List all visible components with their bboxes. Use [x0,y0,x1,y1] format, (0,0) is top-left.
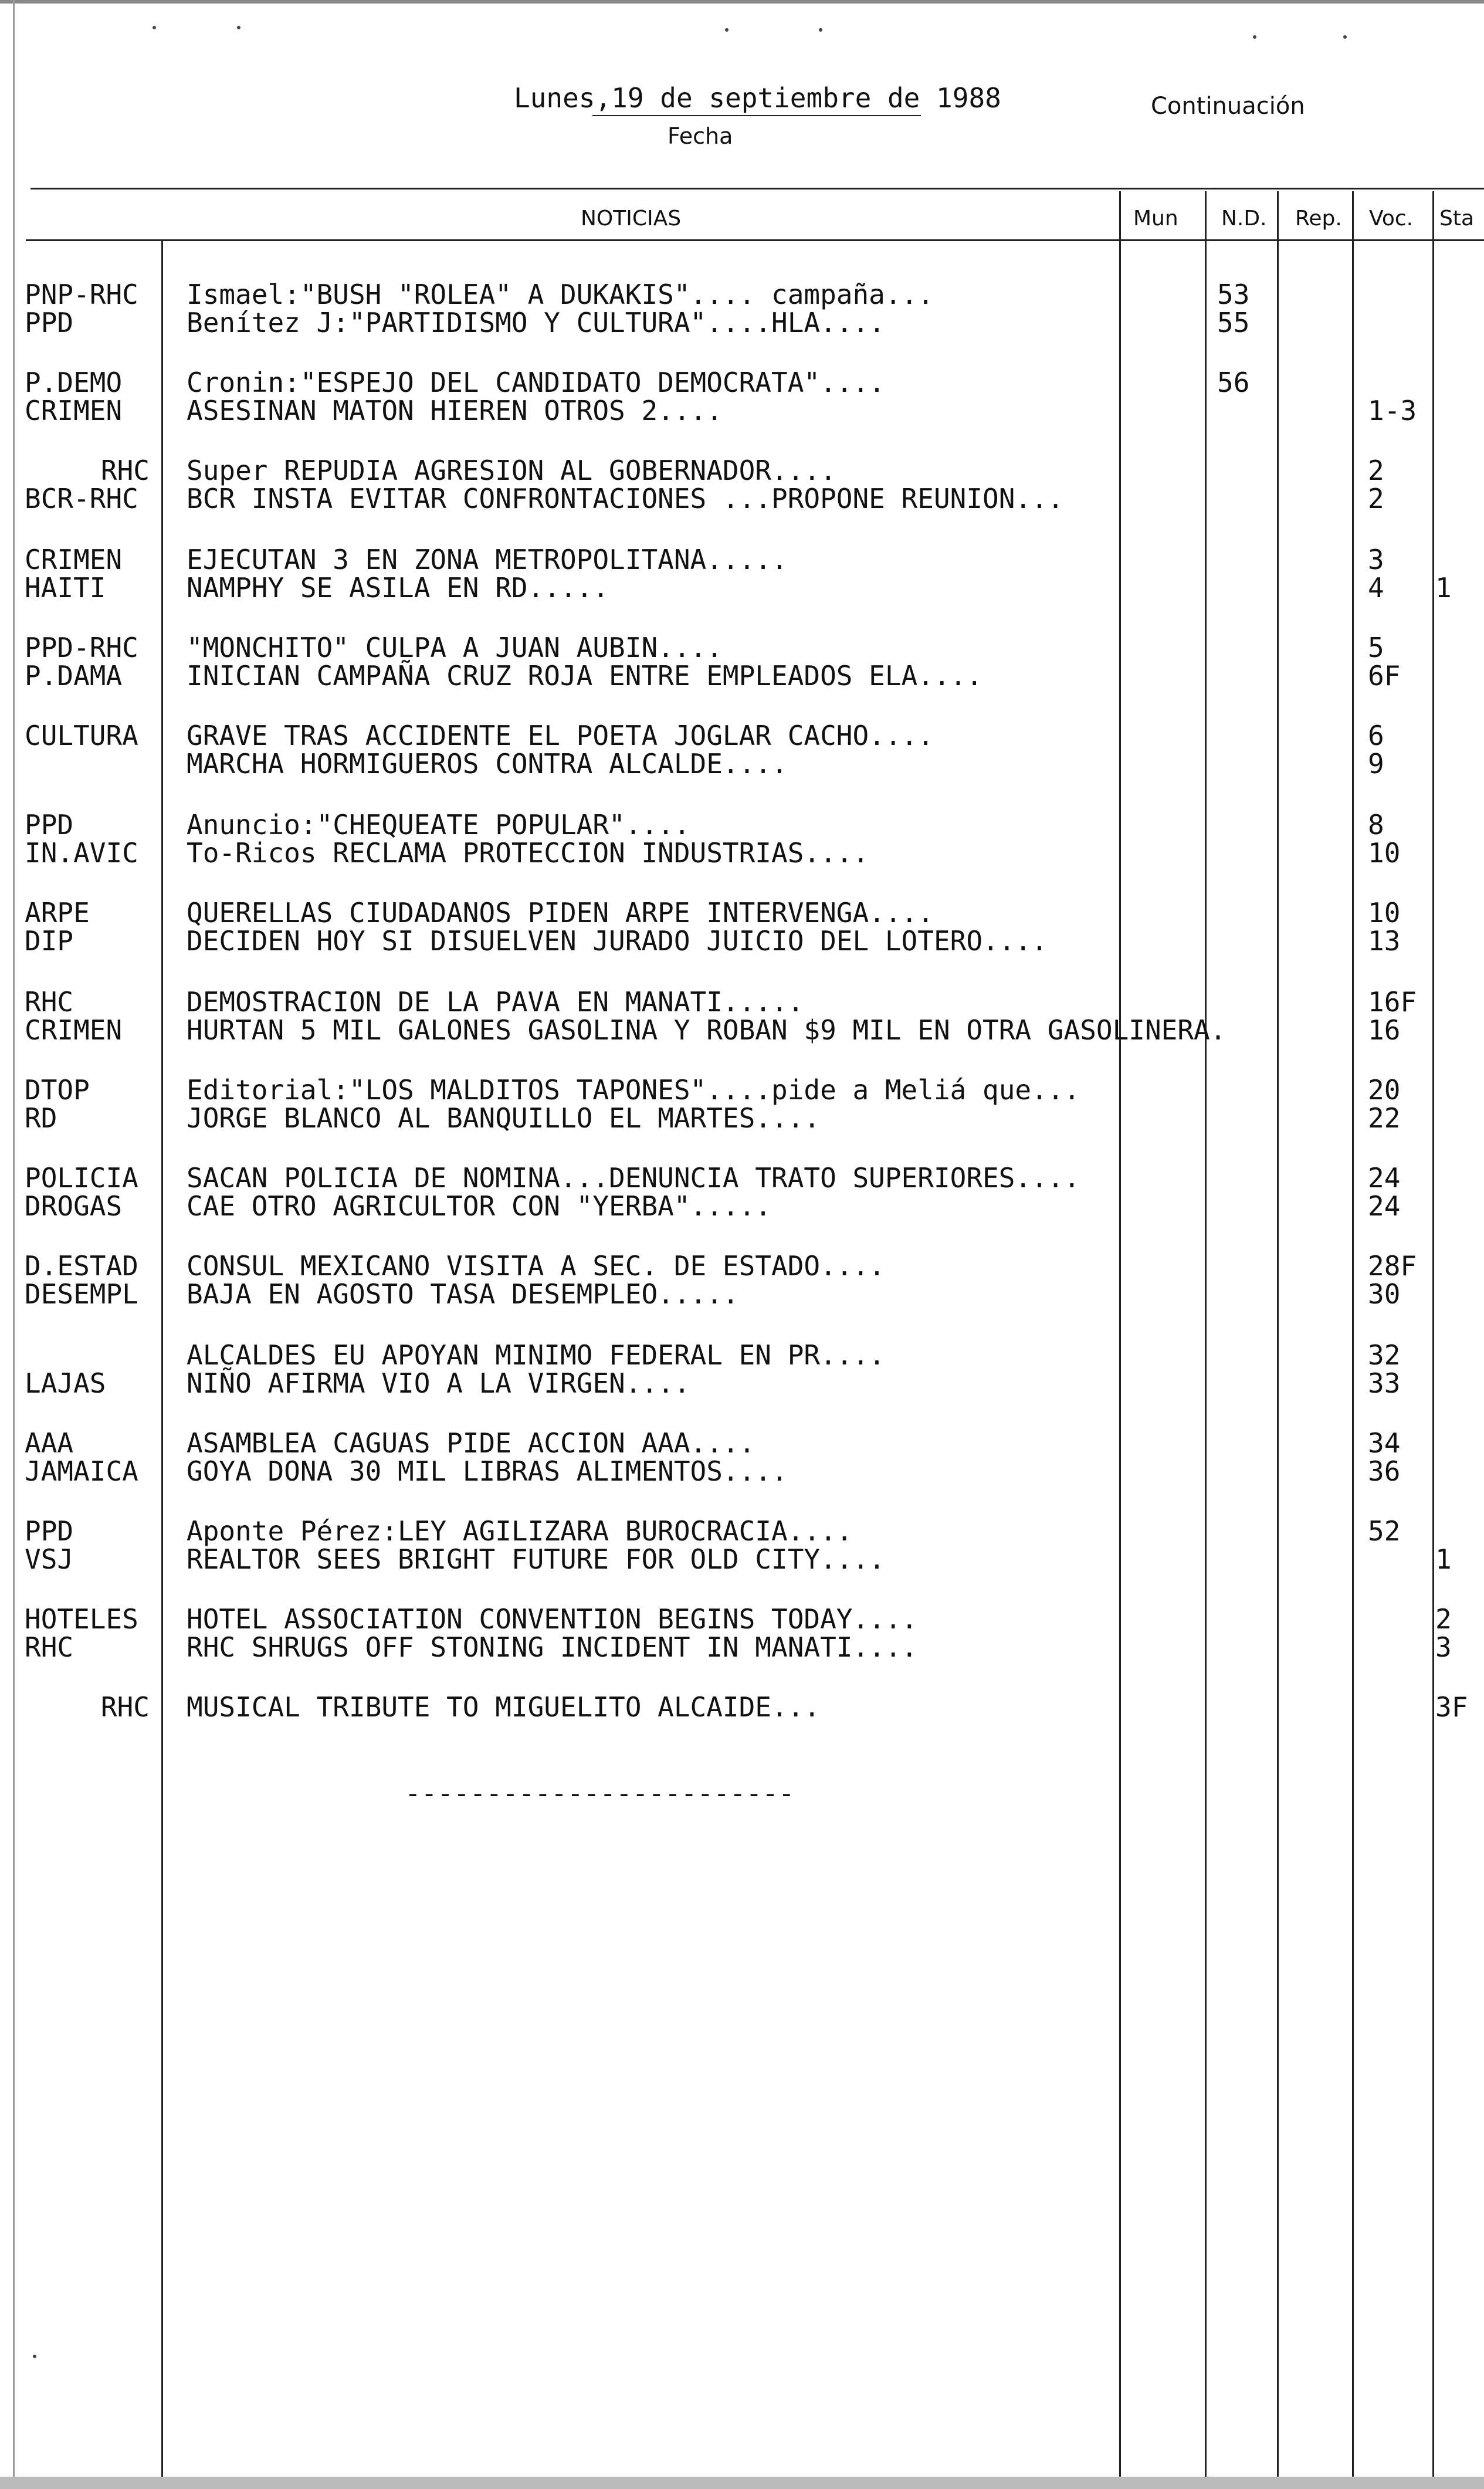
section-label: PPD [25,809,74,841]
voc-page: 8 [1368,809,1384,841]
table-row [0,811,1484,839]
section-label: PPD [25,307,74,338]
sta-page: 2 [1435,1603,1452,1635]
section-label: CRIMEN [25,544,123,575]
table-header-rule [26,239,1484,241]
voc-page: 10 [1368,837,1401,869]
section-label: DTOP [25,1074,90,1106]
section-label: DROGAS [25,1190,123,1222]
column-divider-voc [1352,191,1354,2489]
news-headline: Editorial:"LOS MALDITOS TAPONES"....pide a Meliá que... [187,1074,1080,1106]
table-row [0,546,1484,574]
voc-page: 20 [1368,1074,1401,1106]
table-row [0,1429,1484,1457]
section-label: PPD-RHC [25,632,138,663]
table-top-rule [31,188,1484,189]
page-date: Lunes,19 de septiembre de 1988 [514,82,1001,114]
section-label: P.DEMO [25,367,123,398]
scan-speck [33,2355,36,2358]
news-headline: Super REPUDIA AGRESION AL GOBERNADOR.... [187,455,836,486]
voc-page: 16 [1368,1014,1401,1046]
column-header-nd: N.D. [1221,206,1267,231]
section-label: RHC [25,1631,74,1663]
section-label: BCR-RHC [25,483,138,514]
news-headline: RHC SHRUGS OFF STONING INCIDENT IN MANATI.... [187,1631,918,1663]
section-label: ARPE [25,897,90,929]
news-headline: REALTOR SEES BRIGHT FUTURE FOR OLD CITY.... [187,1543,885,1575]
nd-page: 53 [1217,279,1250,310]
voc-page: 32 [1368,1339,1401,1371]
scan-left-edge [13,0,15,2489]
news-headline: ASAMBLEA CAGUAS PIDE ACCION AAA.... [187,1427,755,1459]
column-divider-rep [1277,191,1279,2489]
scan-speck [153,26,156,29]
news-headline: INICIAN CAMPAÑA CRUZ ROJA ENTRE EMPLEADOS ELA.... [187,660,983,692]
section-label: DESEMPL [25,1278,138,1310]
table-row [0,1016,1484,1044]
section-label: RD [25,1102,57,1134]
table-row [0,1192,1484,1220]
voc-page: 5 [1368,632,1384,663]
news-headline: DECIDEN HOY SI DISUELVEN JURADO JUICIO DEL LOTERO.... [187,925,1048,957]
column-header-noticias: NOTICIAS [581,206,682,231]
news-headline: NIÑO AFIRMA VIO A LA VIRGEN.... [187,1367,690,1399]
voc-page: 1-3 [1368,395,1417,426]
section-label: AAA [25,1427,74,1459]
news-headline: EJECUTAN 3 EN ZONA METROPOLITANA..... [187,544,788,575]
table-row [0,485,1484,513]
continuation-label: Continuación [1151,93,1305,120]
table-row [0,574,1484,602]
section-label: P.DAMA [25,660,123,692]
section-label: IN.AVIC [25,837,138,869]
column-header-rep: Rep. [1295,206,1342,231]
news-headline: BAJA EN AGOSTO TASA DESEMPLEO..... [187,1278,739,1310]
scan-bottom-edge [0,2477,1484,2489]
voc-page: 24 [1368,1162,1401,1194]
voc-page: 22 [1368,1102,1401,1134]
table-row [0,1633,1484,1661]
column-header-sta: Sta [1439,206,1475,231]
table-row [0,722,1484,750]
table-row [0,1076,1484,1104]
news-headline: GRAVE TRAS ACCIDENTE EL POETA JOGLAR CACHO.... [187,720,934,751]
news-headline: MARCHA HORMIGUEROS CONTRA ALCALDE.... [187,748,788,780]
table-row [0,839,1484,867]
section-label: HAITI [25,572,106,604]
news-headline: MUSICAL TRIBUTE TO MIGUELITO ALCAIDE... [187,1691,821,1723]
nd-page: 55 [1217,307,1250,338]
table-row [0,309,1484,337]
news-headline: To-Ricos RECLAMA PROTECCION INDUSTRIAS.... [187,837,869,869]
table-row [0,899,1484,927]
news-headline: ALCALDES EU APOYAN MINIMO FEDERAL EN PR.... [187,1339,885,1371]
voc-page: 28F [1368,1250,1417,1282]
news-headline: CAE OTRO AGRICULTOR CON "YERBA"..... [187,1190,771,1222]
news-headline: Ismael:"BUSH "ROLEA" A DUKAKIS".... campaña... [187,279,934,310]
table-row [0,634,1484,662]
news-headline: GOYA DONA 30 MIL LIBRAS ALIMENTOS.... [187,1455,788,1487]
table-row [0,1605,1484,1633]
news-headline: SACAN POLICIA DE NOMINA...DENUNCIA TRATO SUPERIORES.... [187,1162,1080,1194]
table-row [0,1104,1484,1132]
scan-speck [819,28,822,32]
voc-page: 6 [1368,720,1384,751]
news-headline: HURTAN 5 MIL GALONES GASOLINA Y ROBAN $9 MIL EN OTRA GASOLINERA. [187,1014,1226,1046]
news-headline: CONSUL MEXICANO VISITA A SEC. DE ESTADO.... [187,1250,885,1282]
table-row [0,280,1484,309]
voc-page: 2 [1368,455,1384,486]
section-label: RHC [100,1691,150,1723]
news-headline: QUERELLAS CIUDADANOS PIDEN ARPE INTERVENGA.... [187,897,934,929]
voc-page: 34 [1368,1427,1401,1459]
section-label: PPD [25,1515,74,1547]
voc-page: 16F [1368,986,1417,1018]
table-row [0,1545,1484,1573]
news-headline: Anuncio:"CHEQUEATE POPULAR".... [187,809,690,841]
news-headline: Cronin:"ESPEJO DEL CANDIDATO DEMOCRATA".... [187,367,885,398]
news-headline: BCR INSTA EVITAR CONFRONTACIONES ...PROPONE REUNION... [187,483,1064,514]
section-label: VSJ [25,1543,74,1575]
sta-page: 3F [1435,1691,1468,1723]
column-header-mun: Mun [1133,206,1178,231]
table-row [0,1164,1484,1192]
scan-top-edge [0,0,1484,4]
column-divider-nd [1205,191,1207,2489]
scan-speck [1343,35,1347,39]
table-row [0,1457,1484,1485]
section-label: CRIMEN [25,395,123,426]
voc-page: 13 [1368,925,1401,957]
voc-page: 9 [1368,748,1384,780]
nd-page: 56 [1217,367,1250,398]
voc-page: 24 [1368,1190,1401,1222]
date-label: Fecha [668,123,733,149]
table-row [0,456,1484,485]
voc-page: 10 [1368,897,1401,929]
section-label: HOTELES [25,1603,138,1635]
table-row [0,1517,1484,1545]
column-divider-mun [1119,191,1121,2489]
voc-page: 52 [1368,1515,1401,1547]
table-row [0,1280,1484,1308]
table-row [0,750,1484,778]
news-headline: DEMOSTRACION DE LA PAVA EN MANATI..... [187,986,804,1018]
sta-page: 3 [1435,1631,1452,1663]
voc-page: 2 [1368,483,1384,514]
voc-page: 6F [1368,660,1401,692]
news-headline: HOTEL ASSOCIATION CONVENTION BEGINS TODAY.... [187,1603,918,1635]
scan-speck [725,28,729,32]
table-row [0,1693,1484,1721]
end-of-list-rule: ------------------------ [405,1777,795,1809]
section-label: CULTURA [25,720,138,751]
news-headline: Aponte Pérez:LEY AGILIZARA BUROCRACIA.... [187,1515,853,1547]
section-label: CRIMEN [25,1014,123,1046]
voc-page: 4 [1368,572,1384,604]
section-label: JAMAICA [25,1455,138,1487]
section-label: LAJAS [25,1367,106,1399]
sta-page: 1 [1435,572,1452,604]
column-divider-sta [1432,191,1434,2489]
news-headline: "MONCHITO" CULPA A JUAN AUBIN.... [187,632,723,663]
scan-speck [1253,35,1256,39]
section-label: RHC [25,986,74,1018]
section-label: POLICIA [25,1162,138,1194]
section-label: D.ESTAD [25,1250,138,1282]
news-headline: NAMPHY SE ASILA EN RD..... [187,572,609,604]
table-row [0,368,1484,397]
section-label: DIP [25,925,74,957]
voc-page: 36 [1368,1455,1401,1487]
scan-speck [237,26,240,29]
table-row [0,927,1484,955]
table-row [0,1369,1484,1397]
voc-page: 30 [1368,1278,1401,1310]
table-row [0,988,1484,1016]
column-header-voc: Voc. [1369,206,1414,231]
section-label: RHC [100,455,150,486]
news-headline: ASESINAN MATON HIEREN OTROS 2.... [187,395,723,426]
table-row [0,397,1484,425]
date-underline [592,115,921,116]
table-row [0,1252,1484,1280]
voc-page: 33 [1368,1367,1401,1399]
table-row [0,1341,1484,1369]
section-label: PNP-RHC [25,279,138,310]
sta-page: 1 [1435,1543,1452,1575]
news-headline: Benítez J:"PARTIDISMO Y CULTURA"....HLA.... [187,307,885,338]
voc-page: 3 [1368,544,1384,575]
table-row [0,662,1484,690]
news-headline: JORGE BLANCO AL BANQUILLO EL MARTES.... [187,1102,821,1134]
